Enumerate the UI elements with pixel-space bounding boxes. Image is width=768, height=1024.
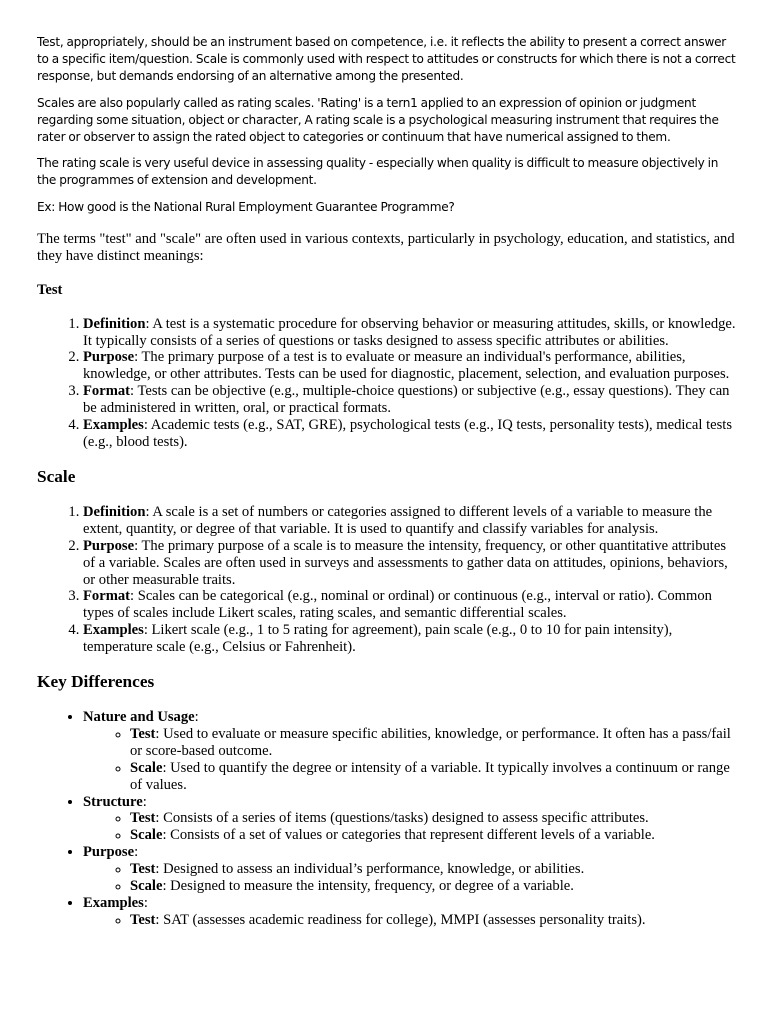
item-text: : A scale is a set of numbers or categories assigned to different levels of a variable to measure the extent, quantity, or degree of that variable. It is used to quantify and classify variables for analysis. [83,503,713,537]
sub-list [83,861,737,895]
differences-list [37,709,737,929]
item-term: Test [130,725,156,742]
list-item [83,588,737,622]
list-item [83,349,737,383]
item-term: Test [130,861,156,878]
item-text: : Likert scale (e.g., 1 to 5 rating for agreement), pain scale (e.g., 0 to 10 for pain intensity), temperature scale (e.g., Celsius or Fahrenheit). [83,622,673,656]
sub-list-item [130,810,737,827]
item-term: Examples [83,417,144,434]
item-text: : Designed to assess an individual’s performance, knowledge, or abilities. [155,861,585,878]
item-term: Purpose [83,537,135,554]
test-heading: Test [37,281,63,298]
item-text: : Designed to measure the intensity, frequency, or degree of a variable. [162,878,574,895]
item-suffix: : [142,793,147,810]
scale-list [37,504,737,656]
sub-list-item [130,827,737,844]
intro-paragraph: The rating scale is very useful device in assessing quality - especially when quality is difficult to measure objectively in the programmes of extension and development. [37,156,719,188]
item-term: Test [130,911,156,928]
item-text: : A test is a systematic procedure for observing behavior or measuring attitudes, skills, or knowledge. It typically consists of a series of questions or tasks designed to assess specific attributes or abilities. [83,315,736,349]
item-suffix: : [143,895,148,912]
sub-list [83,810,737,844]
sub-list-item [130,878,737,895]
sub-list-item [130,760,737,794]
item-term: Purpose [83,844,135,861]
sub-list [83,726,737,794]
item-text: : SAT (assesses academic readiness for college), MMPI (assesses personality traits). [155,911,646,928]
item-suffix: : [134,844,139,861]
intro-paragraph: Test, appropriately, should be an instrument based on competence, i.e. it reflects the ability to present a correct answer to a specific item/question. Scale is commonly used with respect to attitudes or constructs for which there is not a correct response, but demands endorsing of an alternative among the presented. [37,35,736,84]
item-text: : The primary purpose of a scale is to measure the intensity, frequency, or other quantitative attributes of a variable. Scales are often used in surveys and assessments to gather data on attitudes, opinions, behaviors, or other measurable traits. [83,537,728,588]
item-text: : Consists of a series of items (questions/tasks) designed to assess specific attributes. [155,810,649,827]
item-term: Format [83,588,131,605]
item-term: Test [130,810,156,827]
item-term: Definition [83,315,146,332]
lead-paragraph: The terms "test" and "scale" are often used in various contexts, particularly in psychology, education, and statistics, and they have distinct meanings: [37,230,735,264]
item-text: : Academic tests (e.g., SAT, GRE), psychological tests (e.g., IQ tests, personality tests), medical tests (e.g., blood tests). [83,417,733,450]
item-text: : Scales can be categorical (e.g., nominal or ordinal) or continuous (e.g., interval or ratio). Common types of scales include Likert scales, rating scales, and semantic differential scales. [83,588,712,622]
intro-block [37,34,737,216]
item-term: Format [83,383,131,400]
list-item [83,417,737,451]
item-term: Definition [83,503,146,520]
sub-list [83,912,737,929]
list-item [83,709,737,794]
key-differences-heading: Key Differences [37,672,155,692]
list-item [83,504,737,538]
item-suffix: : [194,709,199,726]
item-text: : Consists of a set of values or categories that represent different levels of a variable. [162,827,655,844]
main-content [37,231,737,929]
item-term: Structure [83,793,143,810]
item-term: Examples [83,622,144,639]
item-term: Examples [83,895,144,912]
list-item [83,538,737,589]
item-text: : Used to evaluate or measure specific abilities, knowledge, or performance. It often has a pass/fail or score-based outcome. [130,725,731,759]
list-item [83,794,737,845]
item-term: Scale [130,827,163,844]
scale-heading: Scale [37,466,76,486]
intro-paragraph: Scales are also popularly called as rating scales. 'Rating' is a tern1 applied to an expression of opinion or judgment regarding some situation, object or character, A rating scale is a psychological measuring instrument that requires the rater or observer to assign the rated object to categories or continuum that have numerical assigned to them. [37,95,719,145]
example-line: Ex: How good is the National Rural Employment Guarantee Programme? [37,199,455,214]
list-item [83,316,737,350]
sub-list-item [130,912,737,929]
item-term: Purpose [83,349,135,366]
item-term: Nature and Usage [83,709,195,726]
list-item [83,895,737,929]
test-list [37,316,737,451]
item-text: : Tests can be objective (e.g., multiple-choice questions) or subjective (e.g., essay questions). They can be administered in written, oral, or practical formats. [83,383,730,417]
list-item [83,844,737,895]
sub-list-item [130,726,737,760]
sub-list-item [130,861,737,878]
item-text: : The primary purpose of a test is to evaluate or measure an individual's performance, abilities, knowledge, or other attributes. Tests can be used for diagnostic, placement, selection, and evaluation purposes. [83,349,730,383]
list-item [83,622,737,656]
list-item [83,383,737,417]
item-text: : Used to quantify the degree or intensity of a variable. It typically involves a continuum or range of values. [130,759,730,793]
document-page [37,34,737,929]
item-term: Scale [130,878,163,895]
item-term: Scale [130,759,163,776]
